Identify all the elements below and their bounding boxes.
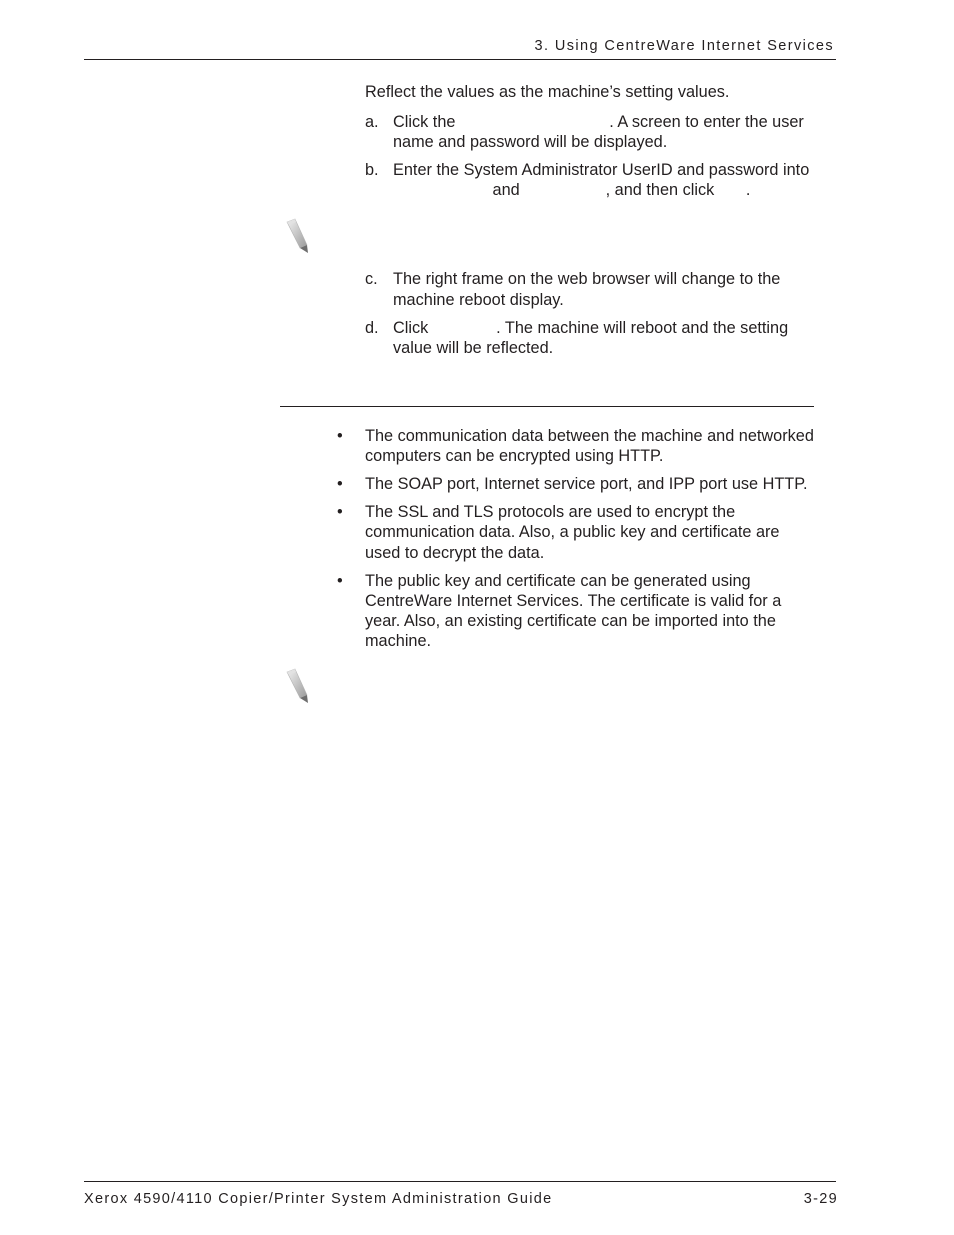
- step-d-line-2: value will be reflected.: [393, 339, 554, 357]
- intro-paragraph: Reflect the values as the machine’s setting values.: [365, 83, 730, 101]
- step-a-line-2: name and password will be displayed.: [393, 133, 668, 151]
- header-rule: [84, 59, 836, 60]
- note-pencil-icon: [284, 218, 312, 254]
- bullet-3-line-1: The SSL and TLS protocols are used to encrypt the: [365, 503, 736, 521]
- step-b-marker: b.: [365, 161, 379, 179]
- bullet-4-marker: •: [337, 572, 343, 590]
- bullet-2-marker: •: [337, 475, 343, 493]
- footer-rule: [84, 1181, 836, 1182]
- step-c-line-1: The right frame on the web browser will change to the: [393, 270, 781, 288]
- bullet-4-line-3: year. Also, an existing certificate can be imported into the: [365, 612, 776, 630]
- bullet-1-marker: •: [337, 427, 343, 445]
- footer-title: Xerox 4590/4110 Copier/Printer System Administration Guide: [84, 1191, 553, 1207]
- step-b-line-2: and , and then click .: [393, 181, 751, 199]
- step-a-marker: a.: [365, 113, 379, 131]
- running-header: 3. Using CentreWare Internet Services: [534, 38, 834, 54]
- section-divider: [280, 406, 814, 407]
- bullet-3-line-3: used to decrypt the data.: [365, 544, 545, 562]
- step-b-line-1: Enter the System Administrator UserID and password into: [393, 161, 810, 179]
- step-c-line-2: machine reboot display.: [393, 291, 564, 309]
- bullet-2-line-1: The SOAP port, Internet service port, and IPP port use HTTP.: [365, 475, 808, 493]
- bullet-3-line-2: communication data. Also, a public key and certificate are: [365, 523, 780, 541]
- bullet-1-line-2: computers can be encrypted using HTTP.: [365, 447, 664, 465]
- bullet-3-marker: •: [337, 503, 343, 521]
- bullet-1-line-1: The communication data between the machine and networked: [365, 427, 814, 445]
- step-d-line-1: Click . The machine will reboot and the setting: [393, 319, 789, 337]
- page-number: 3-29: [803, 1191, 838, 1207]
- bullet-4-line-2: CentreWare Internet Services. The certificate is valid for a: [365, 592, 782, 610]
- step-a-line-1: Click the . A screen to enter the user: [393, 113, 804, 131]
- step-c-marker: c.: [365, 270, 378, 288]
- bullet-4-line-4: machine.: [365, 632, 432, 650]
- note-pencil-icon: [284, 668, 312, 704]
- bullet-4-line-1: The public key and certificate can be generated using: [365, 572, 751, 590]
- step-d-marker: d.: [365, 319, 379, 337]
